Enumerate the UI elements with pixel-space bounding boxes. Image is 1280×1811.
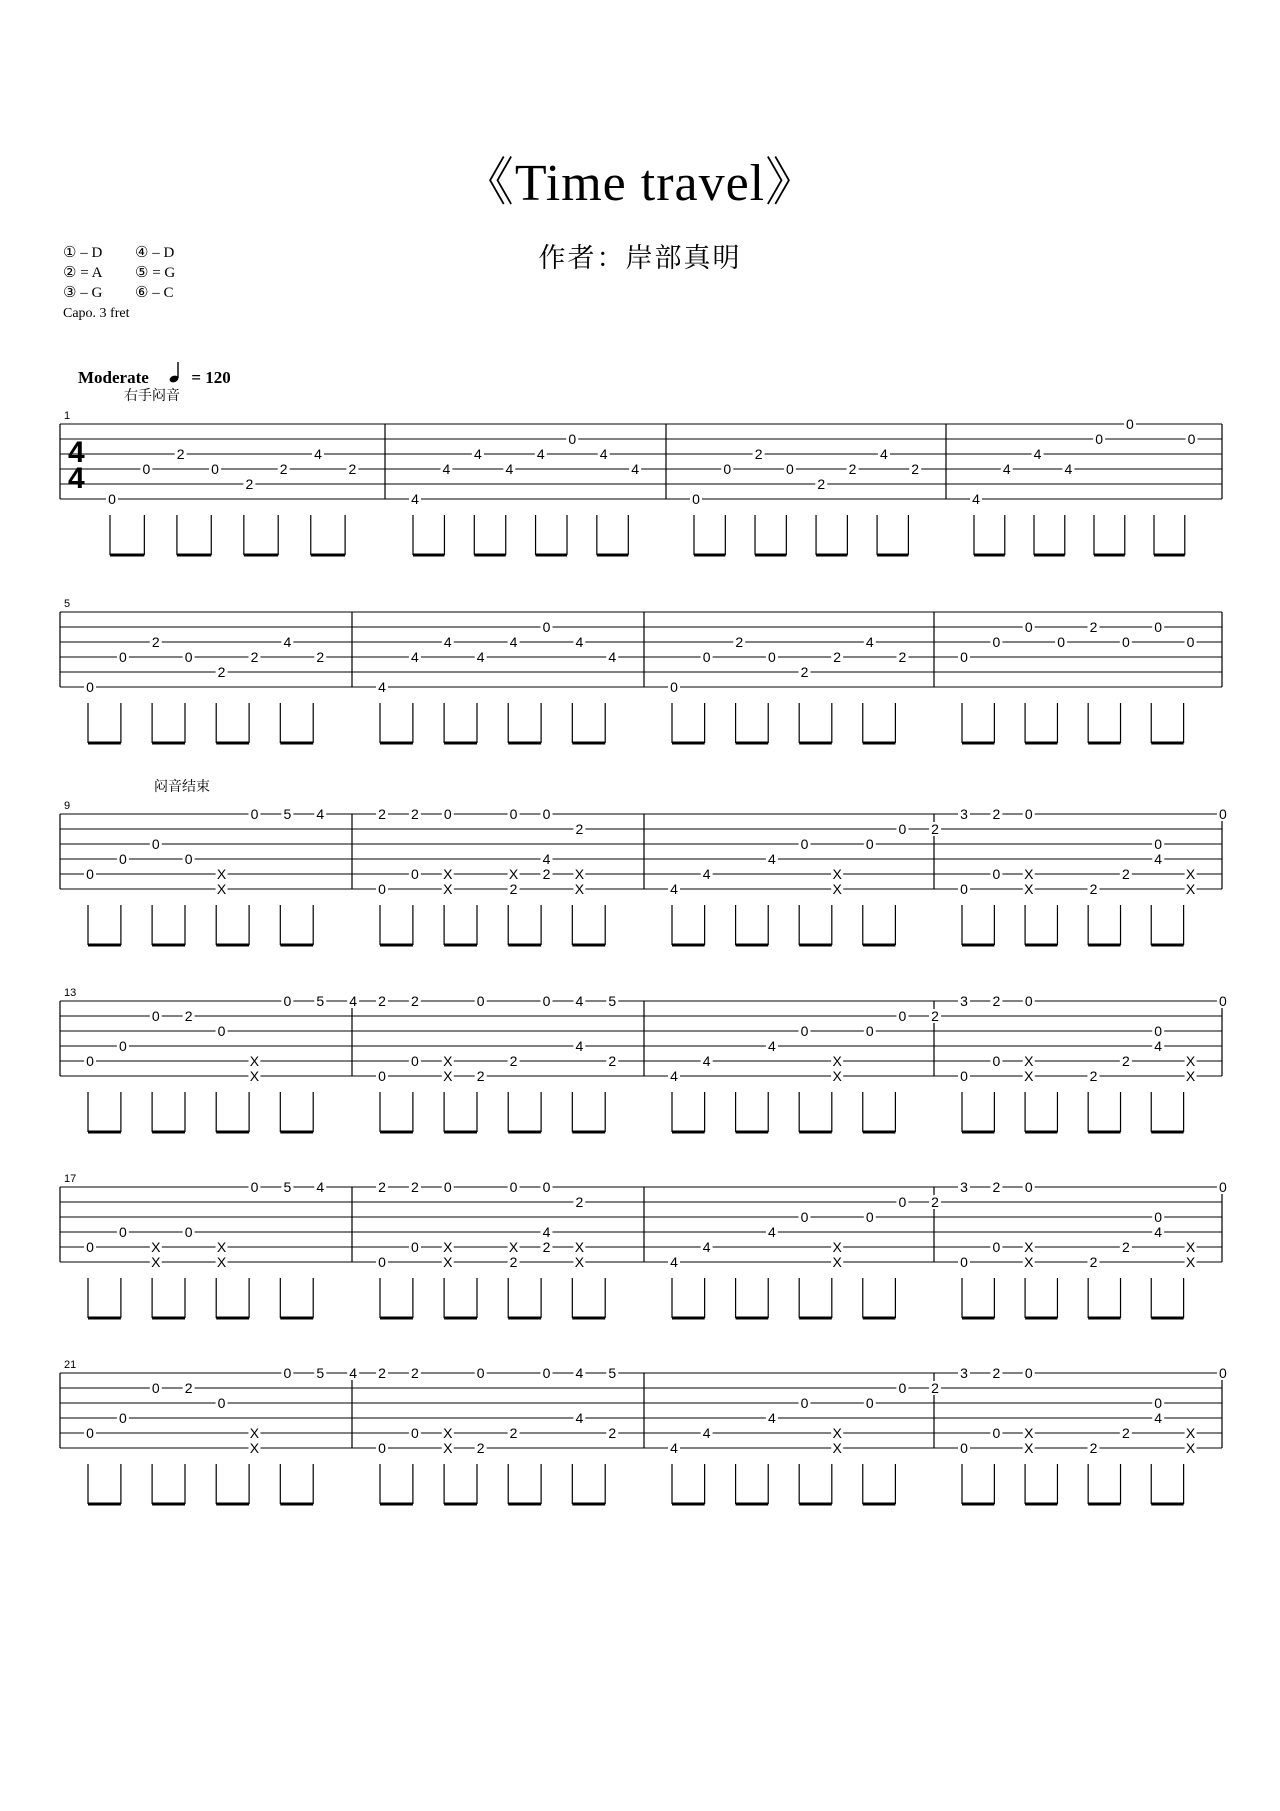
fret-number: X — [151, 1239, 161, 1255]
fret-number: 0 — [151, 1008, 160, 1024]
fret-number: 4 — [505, 461, 514, 477]
fret-number: 4 — [1064, 461, 1073, 477]
fret-number: 0 — [1154, 1395, 1163, 1411]
fret-number: 2 — [898, 649, 907, 665]
fret-number: 2 — [217, 664, 226, 680]
fret-number: 2 — [800, 664, 809, 680]
fret-number: 3 — [960, 993, 968, 1009]
fret-number: 0 — [476, 1365, 485, 1381]
fret-number: 5 — [283, 1179, 292, 1195]
fret-number: 2 — [1089, 1254, 1098, 1270]
fret-number: X — [443, 1254, 453, 1270]
fret-number: 2 — [931, 1194, 939, 1210]
fret-number: 3 — [960, 1365, 968, 1381]
fret-number: 0 — [151, 836, 160, 852]
fret-number: 4 — [670, 1254, 678, 1270]
fret-number: 0 — [1024, 619, 1033, 635]
fret-number: 2 — [378, 806, 386, 822]
fret-number: 4 — [767, 1224, 776, 1240]
fret-number: 0 — [118, 851, 127, 867]
fret-number: 2 — [378, 993, 386, 1009]
fret-number: X — [832, 881, 842, 897]
fret-number: 0 — [960, 1440, 968, 1456]
fret-number: 0 — [283, 993, 292, 1009]
score-title: 《Time travel》 — [461, 155, 819, 212]
fret-number: 2 — [817, 476, 826, 492]
fret-number: 4 — [702, 1425, 711, 1441]
fret-number: X — [1185, 866, 1196, 882]
fret-number: 0 — [1024, 993, 1033, 1009]
fret-number: 0 — [992, 866, 1001, 882]
fret-number: 0 — [1219, 1179, 1227, 1195]
fret-number: 0 — [250, 1179, 259, 1195]
fret-number: 0 — [378, 1068, 386, 1084]
fret-number: 2 — [378, 1365, 386, 1381]
fret-number: 2 — [848, 461, 857, 477]
fret-number: 2 — [608, 1053, 617, 1069]
fret-number: 4 — [767, 851, 776, 867]
fret-number: 0 — [898, 821, 907, 837]
fret-number: 0 — [378, 881, 386, 897]
fret-number: X — [832, 1053, 842, 1069]
fret-number: X — [443, 1239, 453, 1255]
fret-number: 0 — [542, 993, 551, 1009]
fret-number: 0 — [1057, 634, 1066, 650]
fret-number: 0 — [151, 1380, 160, 1396]
fret-number: 0 — [86, 1239, 94, 1255]
fret-number: 4 — [473, 446, 482, 462]
fret-number: 0 — [800, 1395, 809, 1411]
fret-number: 2 — [542, 1239, 551, 1255]
fret-number: 0 — [118, 1038, 127, 1054]
fret-number: 2 — [608, 1425, 617, 1441]
fret-number: 4 — [767, 1038, 776, 1054]
composer-credit: 作者：岸部真明 — [538, 243, 742, 274]
fret-number: 0 — [800, 1023, 809, 1039]
fret-number: X — [1185, 1440, 1196, 1456]
fret-number: 2 — [542, 866, 551, 882]
fret-number: 0 — [211, 461, 219, 477]
fret-number: 0 — [142, 461, 151, 477]
performance-annotation: 闷音结束 — [154, 778, 210, 794]
fret-number: 2 — [1089, 1068, 1098, 1084]
fret-number: 4 — [349, 993, 358, 1009]
fret-number: 4 — [702, 1239, 711, 1255]
fret-number: 4 — [575, 1365, 584, 1381]
fret-number: 2 — [575, 821, 584, 837]
fret-number: 0 — [184, 1224, 193, 1240]
fret-number: 4 — [476, 649, 485, 665]
fret-number: 0 — [786, 461, 794, 477]
fret-number: 0 — [542, 1365, 551, 1381]
fret-number: 0 — [1024, 1365, 1033, 1381]
fret-number: 4 — [442, 461, 451, 477]
fret-number: 0 — [1187, 431, 1196, 447]
fret-number: X — [1024, 1440, 1034, 1456]
fret-number: X — [832, 1254, 842, 1270]
fret-number: 2 — [931, 1008, 939, 1024]
fret-number: 0 — [1154, 836, 1163, 852]
fret-number: X — [443, 1068, 453, 1084]
fret-number: X — [1024, 881, 1034, 897]
fret-number: 4 — [542, 851, 551, 867]
measure-number: 17 — [64, 1173, 77, 1185]
fret-number: 0 — [542, 1179, 551, 1195]
fret-number: 0 — [898, 1380, 907, 1396]
fret-number: X — [1024, 866, 1034, 882]
fret-number: X — [1185, 1425, 1196, 1441]
fret-number: 0 — [898, 1194, 907, 1210]
fret-number: 2 — [509, 1425, 518, 1441]
fret-number: 0 — [108, 491, 116, 507]
fret-number: 2 — [348, 461, 357, 477]
fret-number: 4 — [1033, 446, 1042, 462]
fret-number: X — [249, 1440, 260, 1456]
fret-number: 0 — [865, 1395, 874, 1411]
fret-number: 3 — [960, 806, 968, 822]
fret-number: X — [249, 1068, 260, 1084]
tuning-entry: ③ – G — [63, 285, 103, 301]
performance-annotation: 右手闷音 — [124, 387, 180, 403]
fret-number: 2 — [833, 649, 842, 665]
fret-number: 4 — [378, 679, 386, 695]
fret-number: 4 — [316, 806, 325, 822]
fret-number: 0 — [992, 1053, 1001, 1069]
fret-number: 2 — [279, 461, 288, 477]
fret-number: 0 — [723, 461, 732, 477]
fret-number: X — [832, 1425, 842, 1441]
fret-number: 2 — [250, 649, 259, 665]
fret-number: 5 — [316, 1365, 325, 1381]
measure-number: 9 — [64, 800, 71, 812]
fret-number: 0 — [184, 649, 193, 665]
fret-number: 0 — [960, 1068, 968, 1084]
fret-number: 0 — [1095, 431, 1104, 447]
fret-number: 0 — [410, 1053, 419, 1069]
fret-number: 0 — [568, 431, 577, 447]
fret-number: 4 — [670, 1068, 678, 1084]
fret-number: 0 — [1186, 634, 1195, 650]
fret-number: X — [1185, 1254, 1196, 1270]
fret-number: 0 — [118, 649, 127, 665]
fret-number: 0 — [898, 1008, 907, 1024]
fret-number: 2 — [476, 1068, 485, 1084]
fret-number: X — [508, 866, 519, 882]
fret-number: 4 — [575, 993, 584, 1009]
fret-number: 2 — [476, 1440, 485, 1456]
fret-number: X — [443, 866, 453, 882]
fret-number: 2 — [1121, 1239, 1130, 1255]
fret-number: 2 — [931, 1380, 939, 1396]
fret-number: 2 — [992, 1179, 1001, 1195]
fret-number: 0 — [217, 1395, 226, 1411]
fret-number: X — [1024, 1068, 1034, 1084]
fret-number: 0 — [476, 993, 485, 1009]
tempo-bpm: = 120 — [191, 368, 231, 387]
fret-number: 4 — [972, 491, 980, 507]
capo-note: Capo. 3 fret — [63, 306, 130, 321]
fret-number: 2 — [509, 1254, 518, 1270]
fret-number: 0 — [509, 806, 518, 822]
fret-number: X — [832, 1239, 842, 1255]
fret-number: X — [1185, 1068, 1196, 1084]
fret-number: X — [1024, 1239, 1034, 1255]
fret-number: 0 — [410, 1239, 419, 1255]
time-signature-top: 4 — [68, 436, 85, 469]
fret-number: 4 — [670, 1440, 678, 1456]
fret-number: 2 — [184, 1008, 193, 1024]
tuning-entry: ④ – D — [135, 245, 175, 261]
fret-number: 4 — [542, 1224, 551, 1240]
fret-number: 2 — [575, 1194, 584, 1210]
fret-number: 4 — [670, 881, 678, 897]
fret-number: 0 — [410, 866, 419, 882]
fret-number: X — [574, 866, 585, 882]
fret-number: X — [443, 881, 453, 897]
fret-number: 0 — [670, 679, 678, 695]
fret-number: 4 — [1154, 1224, 1163, 1240]
fret-number: 2 — [1089, 1440, 1098, 1456]
fret-number: 0 — [86, 866, 94, 882]
fret-number: 2 — [992, 806, 1001, 822]
fret-number: X — [216, 881, 227, 897]
fret-number: 3 — [960, 1179, 968, 1195]
fret-number: 5 — [316, 993, 325, 1009]
fret-number: 0 — [1126, 416, 1134, 432]
fret-number: 2 — [1121, 1425, 1130, 1441]
fret-number: 4 — [410, 649, 419, 665]
fret-number: 4 — [767, 1410, 776, 1426]
fret-number: 2 — [151, 634, 160, 650]
fret-number: 0 — [118, 1410, 127, 1426]
fret-number: 0 — [800, 836, 809, 852]
fret-number: 2 — [911, 461, 920, 477]
fret-number: X — [1024, 1425, 1034, 1441]
fret-number: 4 — [509, 634, 518, 650]
fret-number: 2 — [931, 821, 939, 837]
fret-number: 4 — [536, 446, 545, 462]
fret-number: 2 — [1089, 881, 1098, 897]
fret-number: 0 — [960, 649, 968, 665]
tempo-text: Moderate — [78, 368, 149, 387]
fret-number: 0 — [378, 1254, 386, 1270]
fret-number: 0 — [86, 1425, 94, 1441]
fret-number: 2 — [1121, 866, 1130, 882]
fret-number: 0 — [509, 1179, 518, 1195]
fret-number: 0 — [1024, 806, 1033, 822]
fret-number: X — [574, 1254, 585, 1270]
fret-number: 0 — [960, 1254, 968, 1270]
fret-number: X — [216, 1239, 227, 1255]
fret-number: 0 — [378, 1440, 386, 1456]
fret-number: 0 — [1219, 993, 1227, 1009]
fret-number: 0 — [702, 649, 711, 665]
fret-number: 4 — [702, 866, 711, 882]
fret-number: X — [574, 1239, 585, 1255]
fret-number: 0 — [542, 806, 551, 822]
fret-number: 0 — [118, 1224, 127, 1240]
fret-number: X — [832, 1068, 842, 1084]
fret-number: 0 — [865, 1209, 874, 1225]
fret-number: 0 — [1154, 1023, 1163, 1039]
fret-number: 4 — [865, 634, 874, 650]
fret-number: 0 — [1154, 619, 1163, 635]
tuning-entry: ⑤ = G — [135, 265, 176, 281]
fret-number: 0 — [865, 836, 874, 852]
fret-number: 0 — [86, 1053, 94, 1069]
fret-number: X — [443, 1053, 453, 1069]
fret-number: 2 — [410, 993, 419, 1009]
fret-number: 0 — [767, 649, 776, 665]
fret-number: 2 — [245, 476, 254, 492]
fret-number: X — [1024, 1053, 1034, 1069]
fret-number: X — [832, 1440, 842, 1456]
fret-number: 4 — [1154, 1038, 1163, 1054]
fret-number: 2 — [754, 446, 763, 462]
fret-number: 2 — [316, 649, 325, 665]
fret-number: X — [443, 1425, 453, 1441]
fret-number: 2 — [1089, 619, 1098, 635]
fret-number: 5 — [608, 1365, 617, 1381]
fret-number: 5 — [283, 806, 292, 822]
fret-number: X — [249, 1053, 260, 1069]
fret-number: X — [574, 881, 585, 897]
fret-number: 0 — [1219, 806, 1227, 822]
fret-number: 0 — [800, 1209, 809, 1225]
fret-number: 2 — [378, 1179, 386, 1195]
fret-number: X — [216, 866, 227, 882]
tuning-entry: ⑥ – C — [135, 285, 174, 301]
fret-number: 5 — [608, 993, 617, 1009]
fret-number: 4 — [575, 1410, 584, 1426]
fret-number: 0 — [410, 1425, 419, 1441]
fret-number: X — [1185, 1053, 1196, 1069]
fret-number: 0 — [1121, 634, 1130, 650]
fret-number: 0 — [992, 634, 1001, 650]
fret-number: 2 — [1121, 1053, 1130, 1069]
fret-number: 0 — [443, 806, 452, 822]
fret-number: 2 — [410, 1179, 419, 1195]
fret-number: 4 — [1002, 461, 1011, 477]
fret-number: 4 — [575, 634, 584, 650]
measure-number: 13 — [64, 987, 77, 999]
measure-number: 21 — [64, 1359, 77, 1371]
fret-number: 0 — [86, 679, 94, 695]
tuning-entry: ② = A — [63, 265, 103, 281]
fret-number: 0 — [217, 1023, 226, 1039]
fret-number: 4 — [316, 1179, 325, 1195]
fret-number: 2 — [410, 806, 419, 822]
fret-number: X — [249, 1425, 260, 1441]
fret-number: 4 — [314, 446, 322, 462]
fret-number: X — [508, 1239, 519, 1255]
fret-number: 0 — [184, 851, 193, 867]
fret-number: 4 — [1154, 1410, 1163, 1426]
fret-number: 4 — [599, 446, 608, 462]
fret-number: 4 — [349, 1365, 358, 1381]
fret-number: 4 — [702, 1053, 711, 1069]
fret-number: 4 — [283, 634, 292, 650]
fret-number: X — [1185, 1239, 1196, 1255]
fret-number: 4 — [575, 1038, 584, 1054]
fret-number: 4 — [443, 634, 452, 650]
fret-number: 2 — [509, 881, 518, 897]
fret-number: 0 — [960, 881, 968, 897]
fret-number: 2 — [735, 634, 744, 650]
measure-number: 5 — [64, 598, 71, 610]
fret-number: X — [1185, 881, 1196, 897]
fret-number: X — [216, 1254, 227, 1270]
fret-number: X — [151, 1254, 161, 1270]
fret-number: 0 — [865, 1023, 874, 1039]
fret-number: 2 — [176, 446, 185, 462]
fret-number: 4 — [1154, 851, 1163, 867]
tuning-entry: ① – D — [63, 245, 103, 261]
fret-number: 0 — [992, 1239, 1001, 1255]
measure-number: 1 — [64, 410, 71, 422]
fret-number: 4 — [631, 461, 640, 477]
fret-number: 0 — [542, 619, 551, 635]
fret-number: 0 — [283, 1365, 292, 1381]
fret-number: 0 — [443, 1179, 452, 1195]
fret-number: 4 — [608, 649, 617, 665]
fret-number: 2 — [992, 1365, 1001, 1381]
fret-number: 0 — [250, 806, 259, 822]
fret-number: X — [1024, 1254, 1034, 1270]
fret-number: 2 — [184, 1380, 193, 1396]
fret-number: 0 — [1024, 1179, 1033, 1195]
fret-number: 2 — [509, 1053, 518, 1069]
fret-number: 2 — [410, 1365, 419, 1381]
fret-number: 4 — [879, 446, 888, 462]
fret-number: 0 — [1154, 1209, 1163, 1225]
fret-number: X — [832, 866, 842, 882]
fret-number: X — [443, 1440, 453, 1456]
fret-number: 2 — [992, 993, 1001, 1009]
fret-number: 0 — [1219, 1365, 1227, 1381]
fret-number: 0 — [692, 491, 700, 507]
time-signature-bottom: 4 — [68, 462, 85, 495]
fret-number: 4 — [411, 491, 419, 507]
fret-number: 0 — [992, 1425, 1001, 1441]
